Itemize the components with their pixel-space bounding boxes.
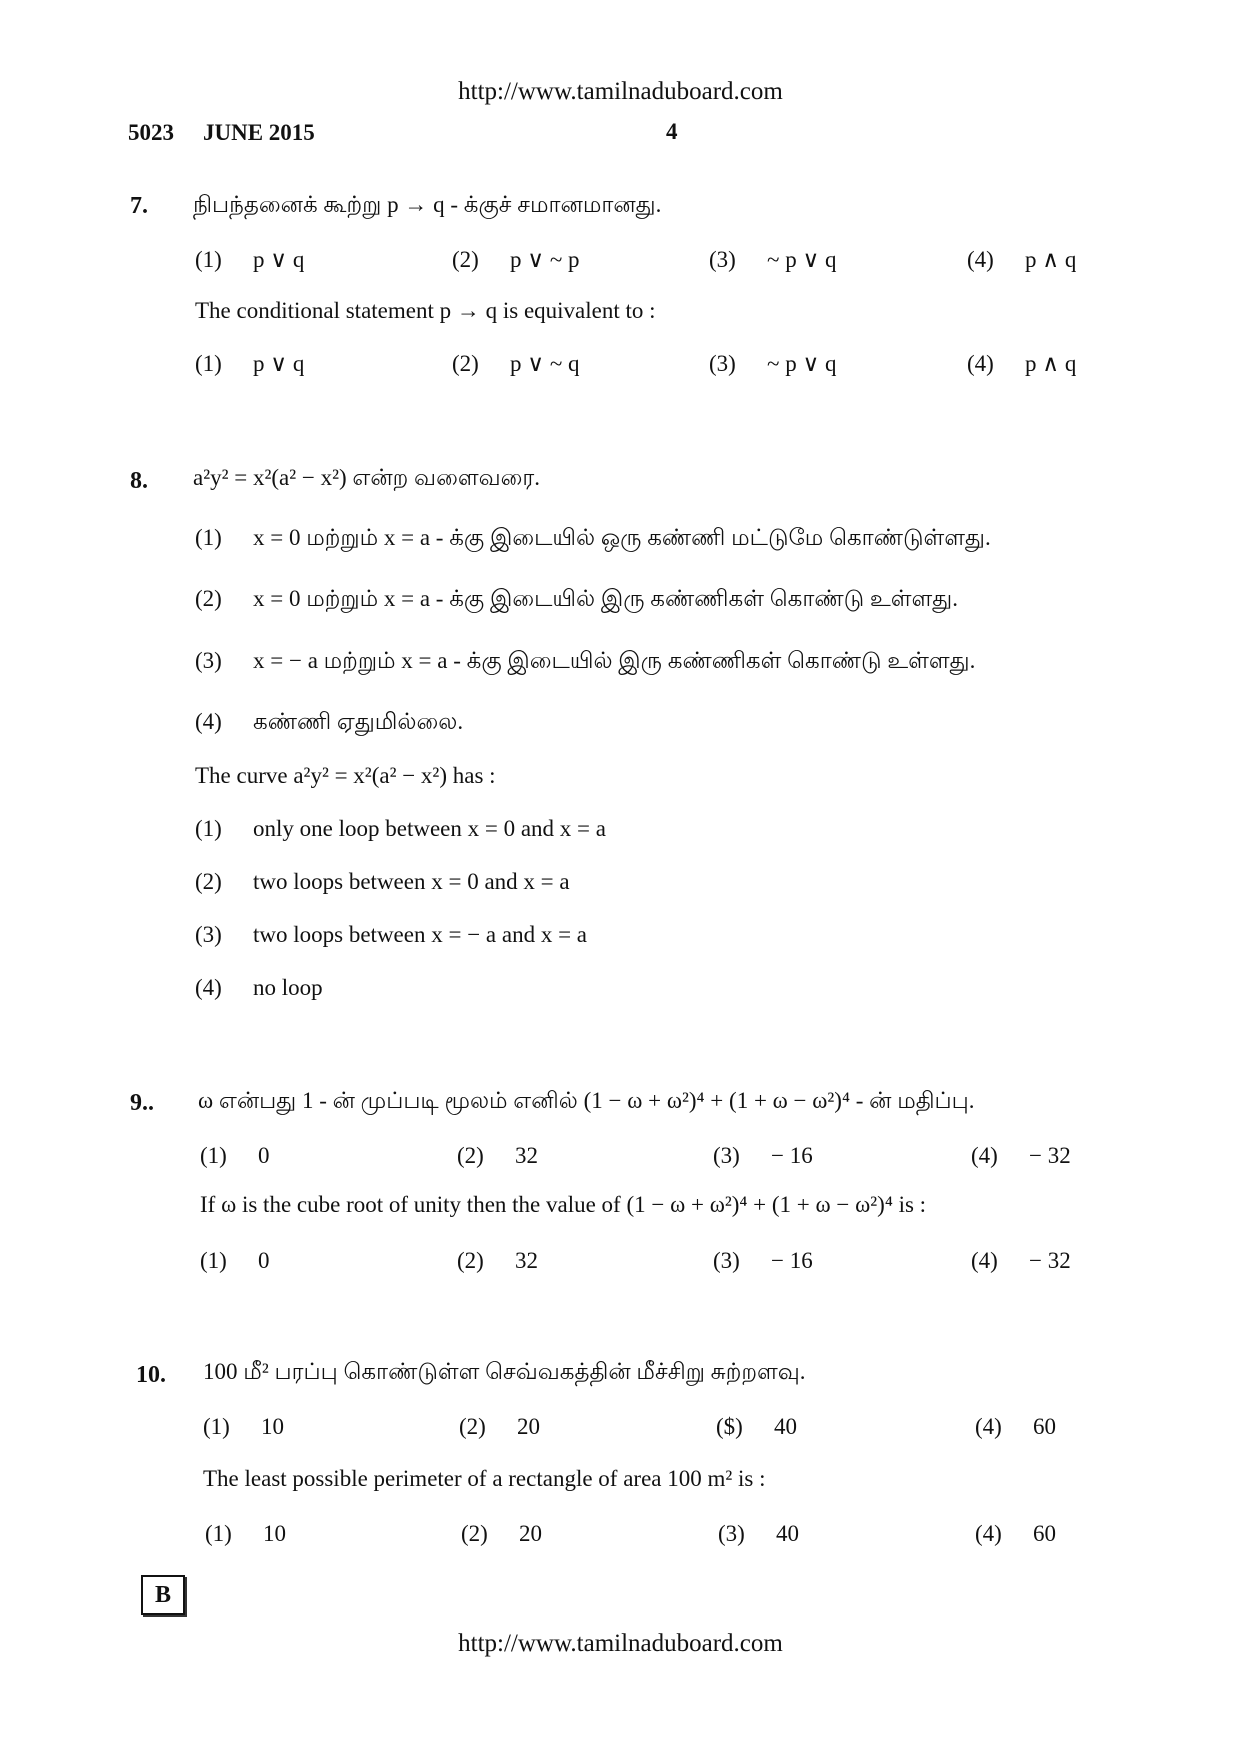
q7-english-option-1: (1) p ∨ q bbox=[195, 351, 305, 376]
q10-english-option-1: (1) 10 bbox=[205, 1521, 286, 1546]
q10-english-option-4: (4) 60 bbox=[975, 1521, 1056, 1546]
paper-code: 5023 bbox=[128, 120, 174, 145]
footer-url-link[interactable]: http://www.tamilnaduboard.com bbox=[458, 1630, 783, 1657]
q7-tamil-option-1: (1) p ∨ q bbox=[195, 247, 305, 272]
q9-english-option-3: (3) − 16 bbox=[713, 1248, 813, 1273]
q9-english-option-1: (1) 0 bbox=[200, 1248, 270, 1273]
q8-tamil-option-3: (3) x = − a மற்றும் x = a - க்கு இடையில் இரு கண்ணிகள் கொண்டு உள்ளது. bbox=[195, 648, 976, 673]
q9-english-option-2: (2) 32 bbox=[457, 1248, 538, 1273]
q7-tamil-option-2: (2) p ∨ ~ p bbox=[452, 247, 580, 272]
q9-tamil-option-2: (2) 32 bbox=[457, 1143, 538, 1168]
q8-english-option-4: (4) no loop bbox=[195, 975, 323, 1000]
question-8-tamil-text: a²y² = x²(a² − x²) என்ற வளைவரை. bbox=[193, 465, 540, 490]
question-9-english-text: If ω is the cube root of unity then the value of (1 − ω + ω²)⁴ + (1 + ω − ω²)⁴ is : bbox=[200, 1192, 927, 1217]
question-10-english-text: The least possible perimeter of a rectangle of area 100 m² is : bbox=[203, 1466, 766, 1491]
question-8-english-text: The curve a²y² = x²(a² − x²) has : bbox=[195, 763, 496, 788]
q9-english-option-4: (4) − 32 bbox=[971, 1248, 1071, 1273]
q9-tamil-option-1: (1) 0 bbox=[200, 1143, 270, 1168]
q8-english-option-1: (1) only one loop between x = 0 and x = a bbox=[195, 816, 606, 841]
question-number-7: 7. bbox=[130, 193, 148, 219]
q10-english-option-3: (3) 40 bbox=[718, 1521, 799, 1546]
q10-tamil-option-3: ($) 40 bbox=[716, 1414, 797, 1439]
q7-tamil-option-3: (3) ~ p ∨ q bbox=[709, 247, 837, 272]
question-7-tamil-text: நிபந்தனைக் கூற்று p → q - க்குச் சமானமானது. bbox=[193, 192, 662, 217]
q7-english-option-3: (3) ~ p ∨ q bbox=[709, 351, 837, 376]
q10-tamil-option-2: (2) 20 bbox=[459, 1414, 540, 1439]
q8-tamil-option-1: (1) x = 0 மற்றும் x = a - க்கு இடையில் ஒரு கண்ணி மட்டுமே கொண்டுள்ளது. bbox=[195, 525, 991, 550]
q7-english-option-2: (2) p ∨ ~ q bbox=[452, 351, 580, 376]
series-badge: B bbox=[141, 1575, 185, 1615]
q7-english-option-4: (4) p ∧ q bbox=[967, 351, 1077, 376]
q8-english-option-2: (2) two loops between x = 0 and x = a bbox=[195, 869, 570, 894]
page-number: 4 bbox=[666, 119, 678, 144]
question-number-8: 8. bbox=[130, 468, 148, 494]
question-9-tamil-text: ω என்பது 1 - ன் முப்படி மூலம் எனில் (1 − ω + ω²)⁴ + (1 + ω − ω²)⁴ - ன் மதிப்பு. bbox=[198, 1088, 975, 1113]
q8-tamil-option-2: (2) x = 0 மற்றும் x = a - க்கு இடையில் இரு கண்ணிகள் கொண்டு உள்ளது. bbox=[195, 586, 958, 611]
q8-tamil-option-4: (4) கண்ணி ஏதுமில்லை. bbox=[195, 709, 464, 734]
q8-english-option-3: (3) two loops between x = − a and x = a bbox=[195, 922, 588, 947]
q9-tamil-option-3: (3) − 16 bbox=[713, 1143, 813, 1168]
q7-tamil-option-4: (4) p ∧ q bbox=[967, 247, 1077, 272]
header-url-link[interactable]: http://www.tamilnaduboard.com bbox=[458, 78, 783, 105]
exam-session: JUNE 2015 bbox=[203, 120, 315, 145]
question-number-9: 9.. bbox=[130, 1090, 154, 1116]
q10-english-option-2: (2) 20 bbox=[461, 1521, 542, 1546]
question-7-english-text: The conditional statement p → q is equivalent to : bbox=[195, 298, 656, 323]
q10-tamil-option-1: (1) 10 bbox=[203, 1414, 284, 1439]
question-10-tamil-text: 100 மீ² பரப்பு கொண்டுள்ள செவ்வகத்தின் மீச்சிறு சுற்றளவு. bbox=[203, 1359, 806, 1384]
q10-tamil-option-4: (4) 60 bbox=[975, 1414, 1056, 1439]
question-number-10: 10. bbox=[136, 1362, 166, 1388]
q9-tamil-option-4: (4) − 32 bbox=[971, 1143, 1071, 1168]
